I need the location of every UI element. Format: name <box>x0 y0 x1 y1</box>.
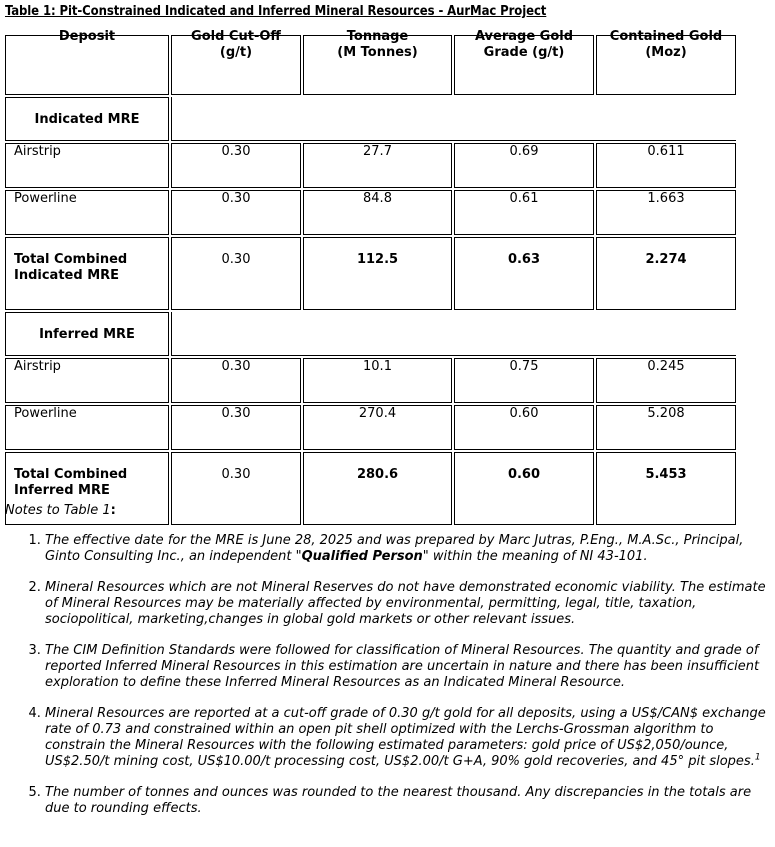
grade-cell: 0.60 <box>454 452 594 525</box>
note-bold-text: Qualified Person <box>301 549 423 564</box>
grade-cell: 0.75 <box>454 358 594 403</box>
cutoff-cell: 0.30 <box>171 452 301 525</box>
section-label: Inferred MRE <box>5 312 169 356</box>
contained-cell: 5.208 <box>596 405 736 450</box>
total-label-line2: Indicated MRE <box>14 268 120 283</box>
cutoff-cell: 0.30 <box>171 405 301 450</box>
tonnage-cell: 27.7 <box>303 143 452 188</box>
tonnage-cell: 280.6 <box>303 452 452 525</box>
deposit-cell: Airstrip <box>5 143 169 188</box>
total-label-line1: Total Combined <box>14 252 128 267</box>
section-row-indicated <box>5 97 736 141</box>
notes-heading <box>5 503 116 518</box>
notes-heading-text: Notes to Table 1 <box>5 503 111 518</box>
note-item <box>45 533 775 565</box>
tonnage-cell: 270.4 <box>303 405 452 450</box>
mineral-resources-table <box>3 29 738 527</box>
header-cutoff <box>171 29 301 95</box>
total-label <box>5 237 169 310</box>
deposit-cell: Powerline <box>5 190 169 235</box>
total-row-indicated <box>5 237 736 310</box>
table-row <box>5 190 736 235</box>
note-text: The number of tonnes and ounces was rounded to the nearest thousand. Any discrepancies in the totals are due to rounding effects. <box>45 785 752 816</box>
header-grade <box>454 29 594 95</box>
header-contained-line2: (Moz) <box>645 45 687 60</box>
header-grade-line1: Average Gold <box>474 29 574 44</box>
deposit-cell: Powerline <box>5 405 169 450</box>
table-row <box>5 405 736 450</box>
grade-cell: 0.61 <box>454 190 594 235</box>
table-row <box>5 358 736 403</box>
contained-cell: 1.663 <box>596 190 736 235</box>
header-deposit <box>5 29 169 95</box>
contained-cell: 0.611 <box>596 143 736 188</box>
total-label-line2: Inferred MRE <box>14 483 110 498</box>
note-item <box>45 785 775 817</box>
contained-cell: 2.274 <box>596 237 736 310</box>
note-text: Mineral Resources are reported at a cut-off grade of 0.30 g/t gold for all deposits, using a US$/CAN$ exchange rate of 0.73 and constrained within an open pit shell optimized with the Lerchs-Grossman algorithm to constrain the Mineral Resources with the following estimated parameters: gold price of US$2,050/ounce, US$2.50/t mining cost, US$10.00/t processing cost, US$2.00/t G+A, 90% gold recoveries, and 45° pit slopes. <box>45 706 766 769</box>
header-row <box>5 35 736 95</box>
section-row-inferred <box>5 312 736 356</box>
header-cutoff-line2: (g/t) <box>219 45 253 60</box>
cutoff-cell: 0.30 <box>171 237 301 310</box>
header-tonnage-line2: (M Tonnes) <box>337 45 418 60</box>
note-text: The CIM Definition Standards were followed for classification of Mineral Resources. The quantity and grade of reported Inferred Mineral Resources in this estimation are uncertain in nature and there has been insufficient exploration to define these Inferred Mineral Resources as an Indicated Mineral Resource. <box>45 643 760 690</box>
note-text: The effective date for the MRE is June 28, 2025 and was prepared by Marc Jutras, P.Eng., M.A.Sc., Principal, Ginto Consulting Inc., an independent " <box>45 533 744 564</box>
section-label: Indicated MRE <box>5 97 169 141</box>
note-item <box>45 643 775 691</box>
cutoff-cell: 0.30 <box>171 358 301 403</box>
header-tonnage-line1: Tonnage <box>346 29 409 44</box>
header-contained <box>596 29 736 95</box>
grade-cell: 0.63 <box>454 237 594 310</box>
tonnage-cell: 112.5 <box>303 237 452 310</box>
section-spacer <box>171 312 736 356</box>
header-grade-line2: Grade (g/t) <box>483 45 565 60</box>
note-item <box>45 580 775 628</box>
notes-heading-colon: : <box>110 503 116 518</box>
grade-cell: 0.60 <box>454 405 594 450</box>
total-label-line1: Total Combined <box>14 467 128 482</box>
header-tonnage <box>303 29 452 95</box>
notes-list <box>0 518 775 817</box>
contained-cell: 0.245 <box>596 358 736 403</box>
deposit-cell: Airstrip <box>5 358 169 403</box>
note-item <box>45 706 775 770</box>
tonnage-cell: 10.1 <box>303 358 452 403</box>
tonnage-cell: 84.8 <box>303 190 452 235</box>
table-title: Table 1: Pit-Constrained Indicated and Inferred Mineral Resources - AurMac Project <box>5 4 547 19</box>
section-spacer <box>171 97 736 141</box>
contained-cell: 5.453 <box>596 452 736 525</box>
header-cutoff-line1: Gold Cut-Off <box>191 29 281 44</box>
footnote-superscript: 1 <box>754 752 761 763</box>
grade-cell: 0.69 <box>454 143 594 188</box>
header-deposit-label: Deposit <box>58 29 116 44</box>
header-contained-line1: Contained Gold <box>609 29 723 44</box>
cutoff-cell: 0.30 <box>171 190 301 235</box>
table-row <box>5 143 736 188</box>
note-text: " within the meaning of NI 43-101. <box>422 549 648 564</box>
note-text: Mineral Resources which are not Mineral Reserves do not have demonstrated economic viability. The estimate of Mineral Resources may be materially affected by environmental, permitting, legal, title, taxation, sociopolitical, marketing,changes in global gold markets or other relevant issues. <box>45 580 766 627</box>
cutoff-cell: 0.30 <box>171 143 301 188</box>
